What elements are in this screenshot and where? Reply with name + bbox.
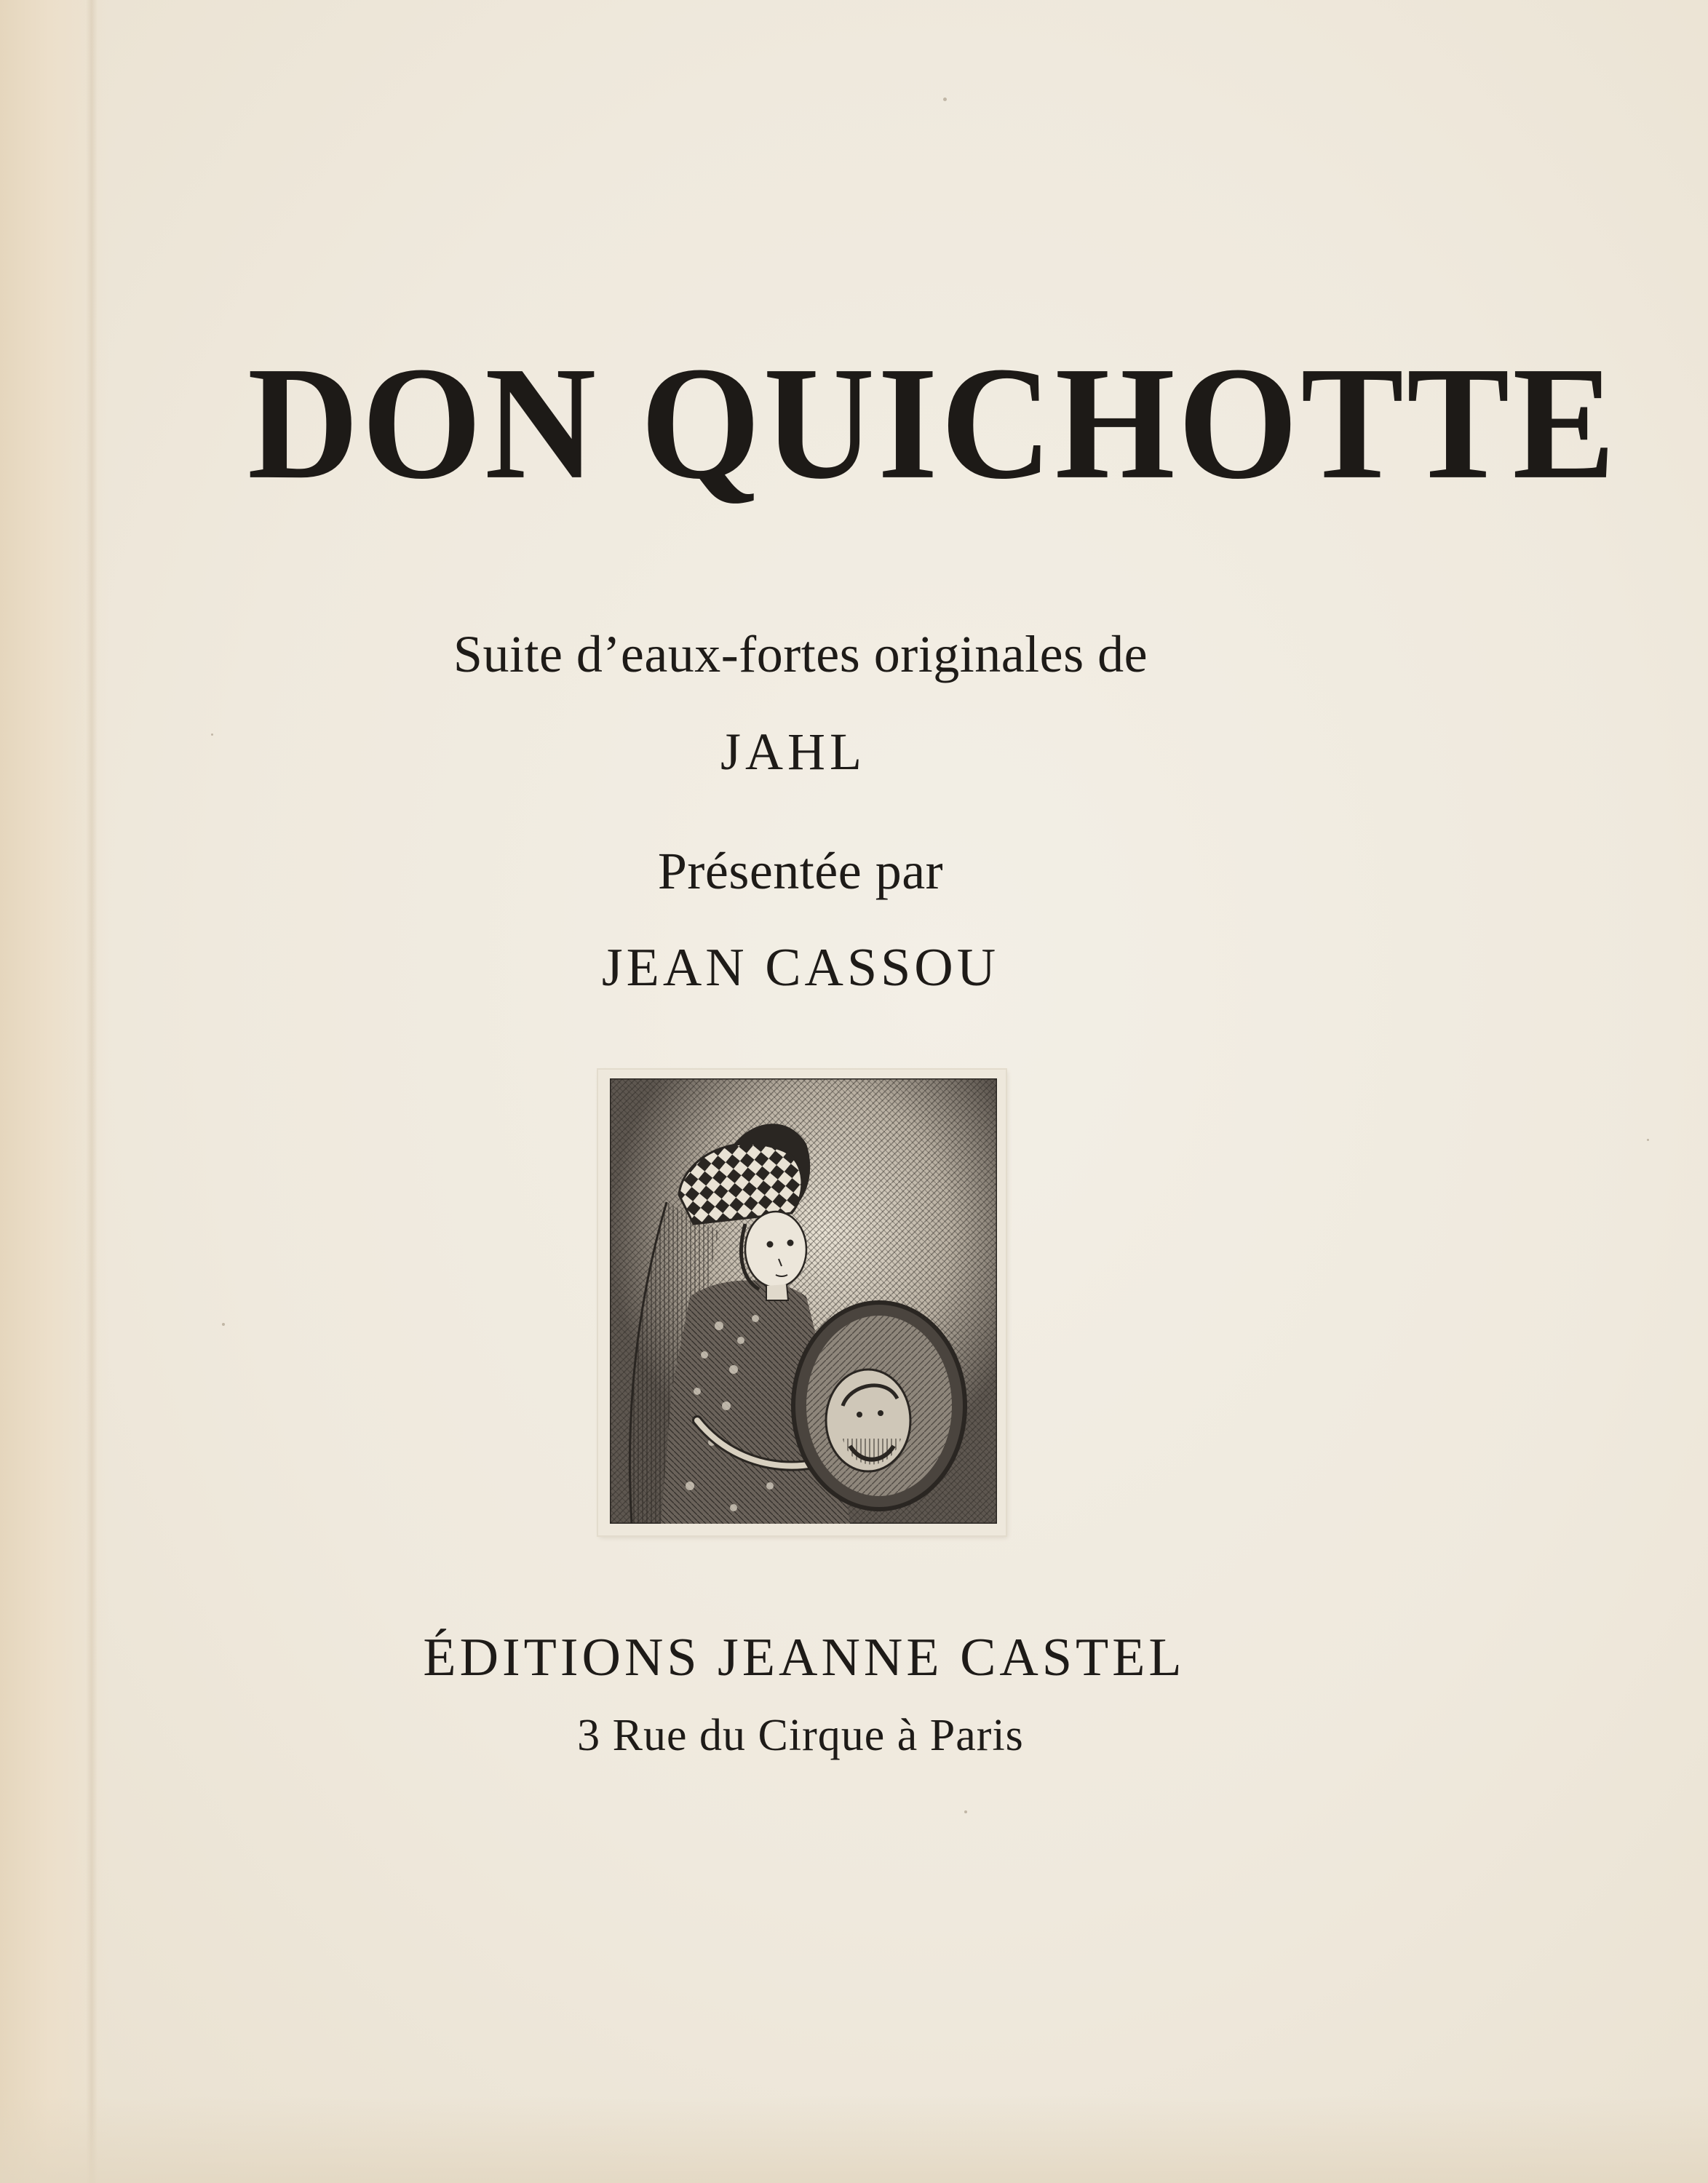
paper-speck bbox=[964, 1810, 967, 1813]
presented-by-label: Présentée par bbox=[657, 842, 944, 900]
book-title: DON QUICHOTTE bbox=[247, 333, 1618, 513]
publisher-address: 3 Rue du Cirque à Paris bbox=[577, 1711, 1024, 1760]
paper-speck bbox=[222, 1323, 225, 1326]
presenter-name: JEAN CASSOU bbox=[601, 938, 1000, 998]
binding-fold bbox=[86, 0, 98, 2183]
paper-speck bbox=[943, 98, 947, 101]
artist-name: JAHL bbox=[720, 723, 866, 781]
publisher-name: ÉDITIONS JEANNE CASTEL bbox=[423, 1628, 1185, 1687]
subtitle: Suite d’eaux-fortes originales de bbox=[453, 625, 1148, 683]
paper-speck bbox=[1647, 1139, 1649, 1141]
etching-illustration bbox=[610, 1078, 997, 1524]
page-bottom-shading bbox=[0, 2096, 1708, 2183]
